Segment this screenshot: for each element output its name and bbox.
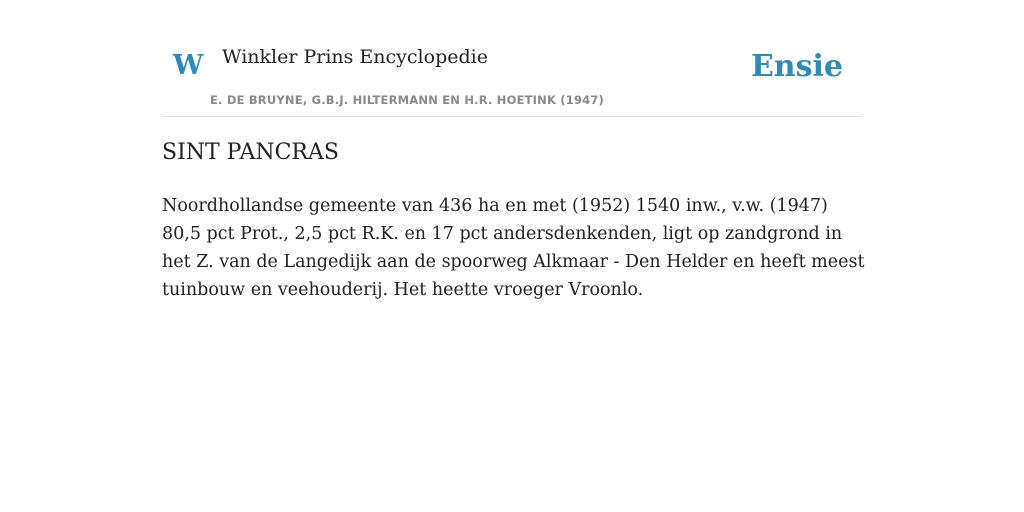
encyclopedia-logo[interactable]: W bbox=[173, 50, 204, 81]
source-authors: E. DE BRUYNE, G.B.J. HILTERMANN EN H.R. HOETINK (1947) bbox=[210, 93, 605, 107]
entry-body: Noordhollandse gemeente van 436 ha en met (1952) 1540 inw., v.w. (1947) 80,5 pct Prot., 2,5 pct R.K. en 17 pct andersdenkenden, ligt op zandgrond in het Z. van de Langedijk aan de spoorweg Alkmaar - Den Helder en heeft meest tuinbouw en veehouderij. Het heette vroeger Vroonlo. bbox=[162, 196, 865, 300]
source-title: Winkler Prins Encyclopedie bbox=[222, 46, 488, 68]
ensie-logo-link[interactable]: Ensie bbox=[750, 49, 843, 84]
entry-title: SINT PANCRAS bbox=[162, 140, 339, 165]
source-header bbox=[162, 0, 862, 117]
